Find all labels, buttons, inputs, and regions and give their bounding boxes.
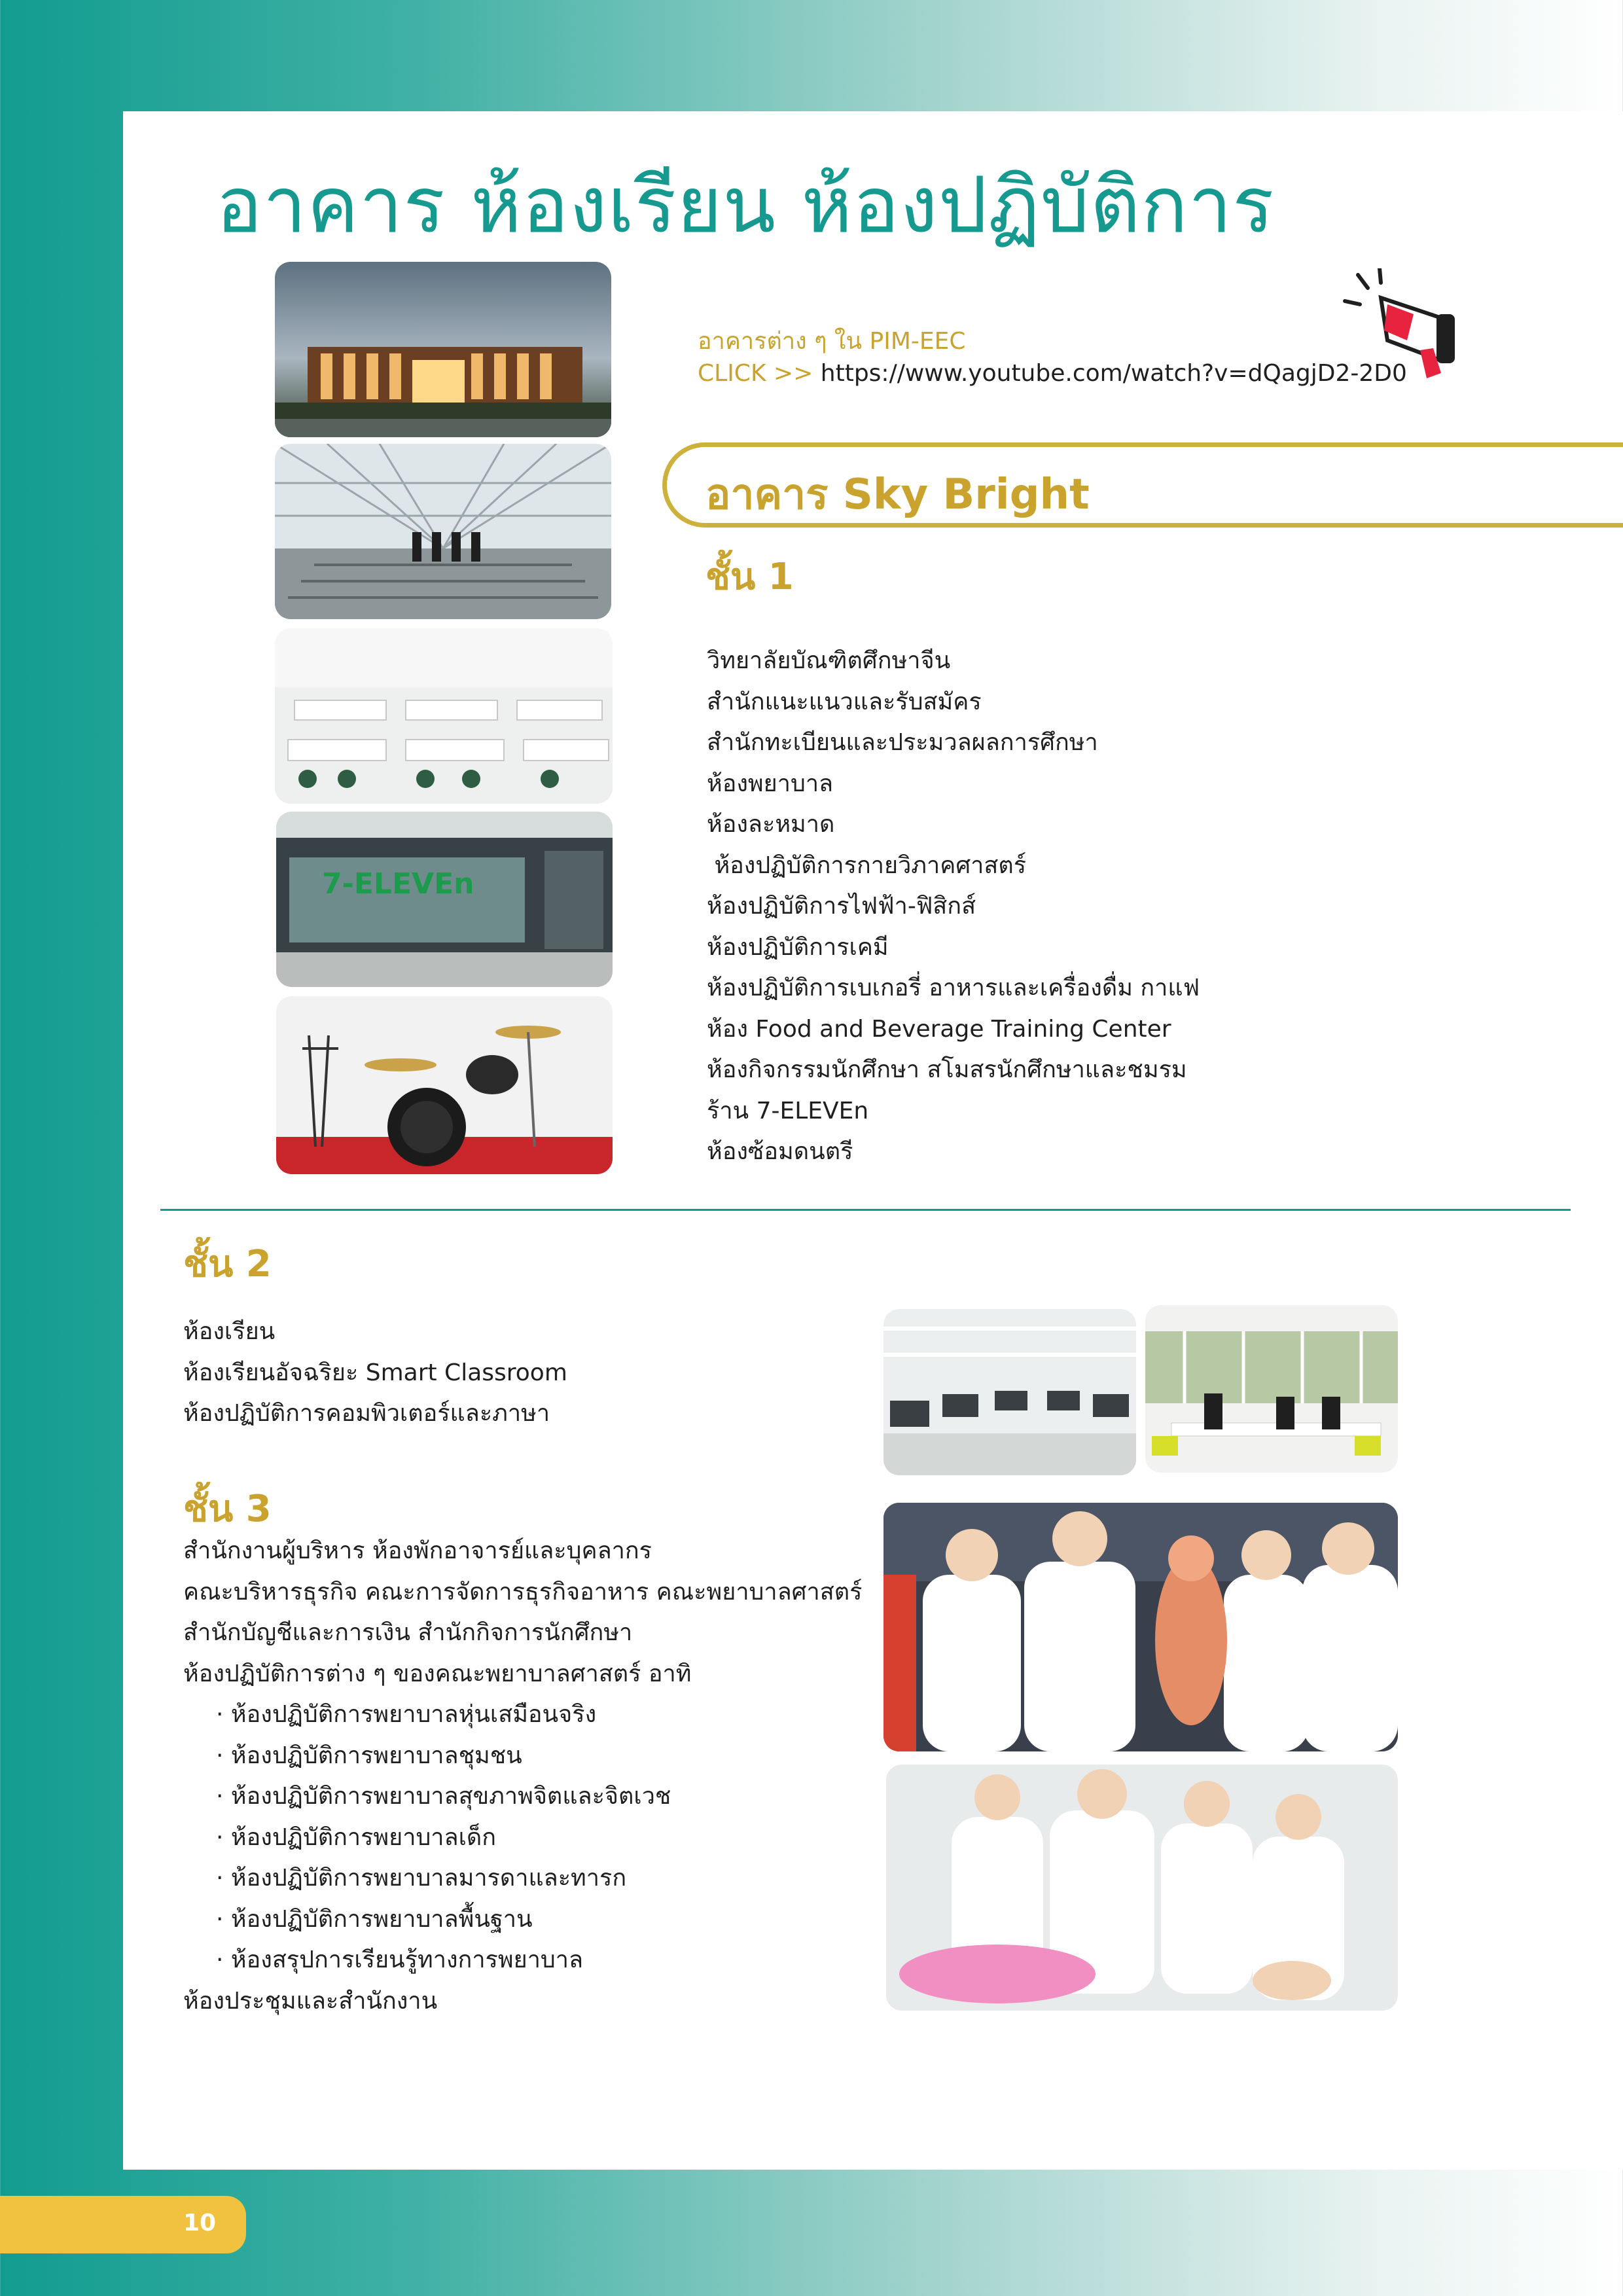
floor3-heading: ชั้น 3 <box>183 1488 272 1530</box>
building-name: อาคาร Sky Bright <box>705 471 1090 519</box>
photo-7-eleven-store <box>276 812 613 987</box>
list-item: · ห้องปฏิบัติการพยาบาลสุขภาพจิตและจิตเวช <box>216 1783 671 1810</box>
photo-building-exterior <box>275 262 611 437</box>
section-divider <box>160 1209 1571 1211</box>
list-item: ห้องปฏิบัติการกายวิภาคศาสตร์ <box>707 852 1027 879</box>
atrium-illustration <box>275 444 611 619</box>
computer-lab-illustration <box>883 1309 1136 1475</box>
page-title: อาคาร ห้องเรียน ห้องปฏิบัติการ <box>216 160 1275 250</box>
photo-smart-classroom <box>1145 1305 1398 1473</box>
list-item: · ห้องปฏิบัติการพยาบาลมารดาและทารก <box>216 1865 627 1892</box>
list-item: สำนักแนะแนวและรับสมัคร <box>707 688 982 715</box>
anatomy-lab-illustration <box>883 1503 1398 1751</box>
photo-glass-atrium-stairs <box>275 444 611 619</box>
list-item: ห้องเรียน <box>183 1318 276 1345</box>
smart-classroom-illustration <box>1145 1305 1398 1473</box>
list-item: วิทยาลัยบัณฑิตศึกษาจีน <box>707 647 951 674</box>
photo-computer-lab <box>883 1309 1136 1475</box>
floor1-heading: ชั้น 1 <box>705 556 794 598</box>
list-item: ร้าน 7-ELEVEn <box>707 1097 869 1124</box>
list-item: ห้องปฏิบัติการต่าง ๆ ของคณะพยาบาลศาสตร์ อาทิ <box>183 1660 692 1687</box>
list-item: ห้องปฏิบัติการเบเกอรี่ อาหารและเครื่องดื่ม กาแฟ <box>707 975 1200 1001</box>
list-item: ห้อง Food and Beverage Training Center <box>707 1015 1171 1043</box>
floor1-list <box>707 641 1200 1174</box>
list-item: · ห้องปฏิบัติการพยาบาลชุมชน <box>216 1742 522 1769</box>
store-illustration <box>276 812 613 987</box>
list-item: ห้องกิจกรรมนักศึกษา สโมสรนักศึกษาและชมรม <box>707 1056 1187 1083</box>
list-item: ห้องปฏิบัติการไฟฟ้า-ฟิสิกส์ <box>707 893 976 920</box>
page-number: 10 <box>183 2210 217 2236</box>
list-item: · ห้องปฏิบัติการพยาบาลเด็ก <box>216 1823 497 1851</box>
photo-music-room <box>276 996 613 1174</box>
list-item: ห้องปฏิบัติการคอมพิวเตอร์และภาษา <box>183 1400 550 1427</box>
lab-illustration <box>275 628 613 804</box>
music-room-illustration <box>276 996 613 1174</box>
floor3-list <box>183 1532 862 2022</box>
building-exterior-illustration <box>275 262 611 437</box>
video-link-url[interactable]: https://www.youtube.com/watch?v=dQagjD2-2D0 <box>820 360 1407 387</box>
list-item: ห้องซ้อมดนตรี <box>707 1138 853 1165</box>
list-item: ห้องพยาบาล <box>707 770 834 797</box>
list-item: ห้องละหมาด <box>707 811 835 838</box>
photo-nursing-baby-care-lab <box>886 1765 1398 2011</box>
floor2-list <box>183 1312 567 1435</box>
list-item: · ห้องปฏิบัติการพยาบาลหุ่นเสมือนจริง <box>216 1701 597 1728</box>
list-item: ห้องปฏิบัติการเคมี <box>707 933 889 961</box>
store-logo: 7-ELEVEn <box>322 867 474 901</box>
video-link-prefix: CLICK >> <box>698 360 813 387</box>
baby-care-lab-illustration <box>886 1765 1398 2011</box>
list-item: สำนักบัญชีและการเงิน สำนักกิจการนักศึกษา <box>183 1619 633 1646</box>
video-link-label: อาคารต่าง ๆ ใน PIM-EEC <box>698 328 966 355</box>
video-link[interactable] <box>698 360 1407 387</box>
list-item: · ห้องปฏิบัติการพยาบาลพื้นฐาน <box>216 1905 533 1933</box>
list-item: สำนักงานผู้บริหาร ห้องพักอาจารย์และบุคลากร <box>183 1537 652 1564</box>
list-item: ห้องเรียนอัจฉริยะ Smart Classroom <box>183 1359 567 1386</box>
list-item: · ห้องสรุปการเรียนรู้ทางการพยาบาล <box>216 1946 584 1973</box>
list-item: คณะบริหารธุรกิจ คณะการจัดการธุรกิจอาหาร คณะพยาบาลศาสตร์ <box>183 1578 863 1605</box>
photo-nursing-anatomy-lab <box>883 1503 1398 1751</box>
list-item: ห้องประชุมและสำนักงาน <box>183 1987 438 2015</box>
list-item: สำนักทะเบียนและประมวลผลการศึกษา <box>707 729 1098 756</box>
photo-lab-classroom <box>275 628 613 804</box>
floor2-heading: ชั้น 2 <box>183 1243 272 1285</box>
